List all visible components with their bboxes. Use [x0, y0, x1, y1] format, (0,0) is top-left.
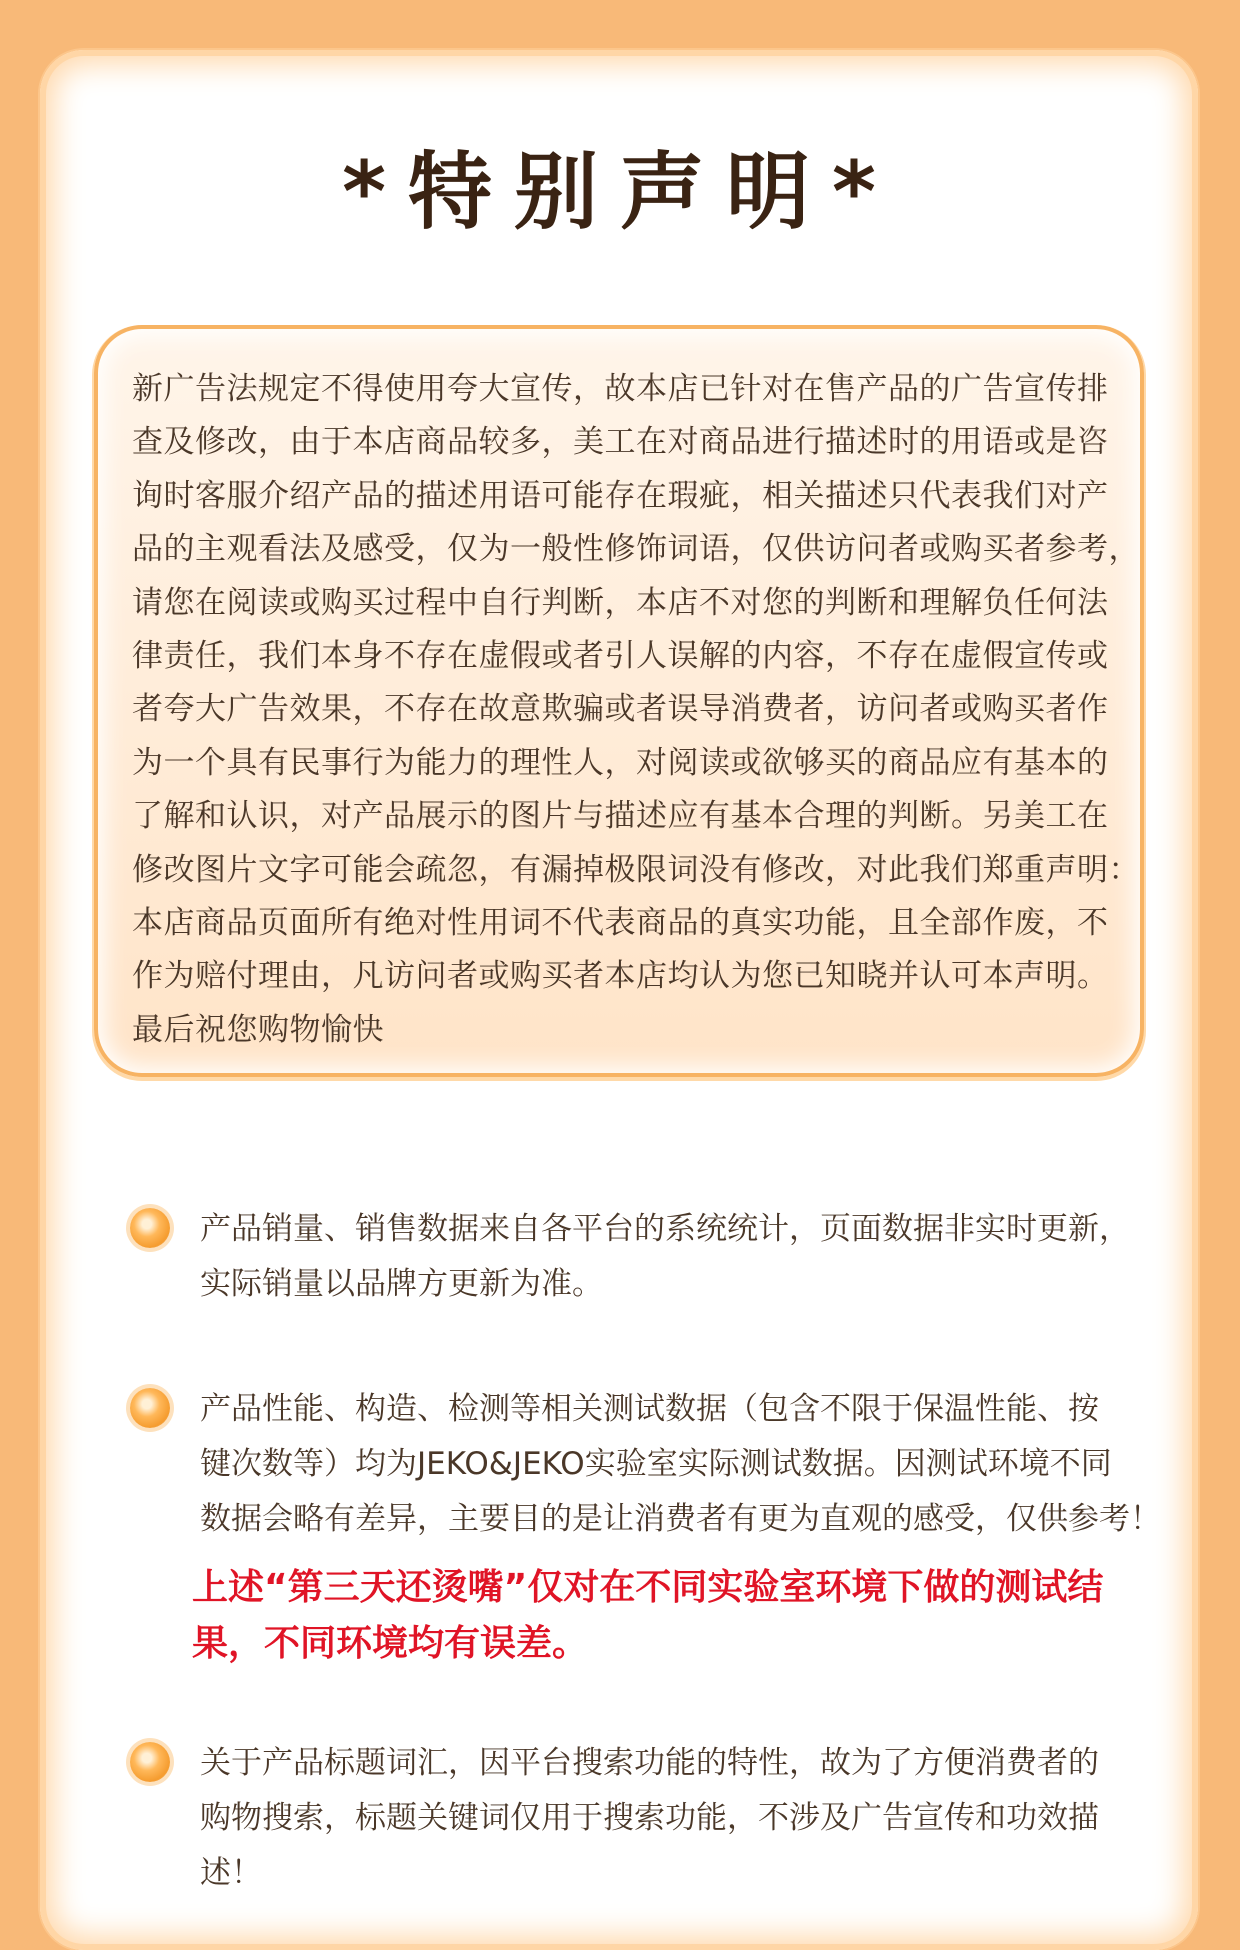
notice-line: 律责任，我们本身不存在虚假或者引人误解的内容，不存在虚假宣传或: [132, 638, 1109, 675]
orange-dot-icon: [130, 1388, 170, 1428]
bullet-line: 键次数等）均为JEKO&JEKO实验室实际测试数据。因测试环境不同: [200, 1446, 1112, 1482]
orange-dot-icon: [130, 1742, 170, 1782]
highlight-line: 上述“第三天还烫嘴”仅对在不同实验室环境下做的测试结: [192, 1567, 1104, 1608]
orange-dot-icon: [130, 1208, 170, 1248]
notice-line: 修改图片文字可能会疏忽，有漏掉极限词没有修改，对此我们郑重声明：: [132, 851, 1140, 888]
notice-line: 询时客服介绍产品的描述用语可能存在瑕疵，相关描述只代表我们对产: [132, 477, 1109, 514]
notice-line: 本店商品页面所有绝对性用词不代表商品的真实功能，且全部作废，不: [132, 905, 1109, 942]
bullet-line: 产品销量、销售数据来自各平台的系统统计，页面数据非实时更新，: [200, 1211, 1130, 1247]
bullet-line: 述！: [200, 1855, 262, 1891]
notice-line: 最后祝您购物愉快: [132, 1011, 384, 1048]
notice-line: 了解和认识，对产品展示的图片与描述应有基本合理的判断。另美工在: [132, 798, 1109, 835]
bullet-line: 产品性能、构造、检测等相关测试数据（包含不限于保温性能、按: [200, 1391, 1099, 1427]
bullet-line: 购物搜索，标题关键词仅用于搜索功能，不涉及广告宣传和功效描: [200, 1800, 1099, 1836]
notice-line: 品的主观看法及感受，仅为一般性修饰词语，仅供访问者或购买者参考，: [132, 531, 1140, 568]
bullet-line: 数据会略有差异，主要目的是让消费者有更为直观的感受，仅供参考！: [200, 1501, 1161, 1537]
page-title: *特别声明*: [342, 143, 898, 241]
notice-box: [94, 325, 1144, 1077]
notice-line: 作为赔付理由，凡访问者或购买者本店均认为您已知晓并认可本声明。: [132, 958, 1109, 995]
bullet-line: 实际销量以品牌方更新为准。: [200, 1266, 603, 1302]
notice-line: 者夸大广告效果，不存在故意欺骗或者误导消费者，访问者或购买者作: [132, 691, 1109, 728]
highlight-line: 果，不同环境均有误差。: [192, 1623, 589, 1664]
notice-line: 为一个具有民事行为能力的理性人，对阅读或欲够买的商品应有基本的: [132, 744, 1109, 781]
notice-line: 查及修改，由于本店商品较多，美工在对商品进行描述时的用语或是咨: [132, 424, 1109, 461]
bullet-line: 关于产品标题词汇，因平台搜索功能的特性，故为了方便消费者的: [200, 1745, 1099, 1781]
notice-line: 新广告法规定不得使用夸大宣传，故本店已针对在售产品的广告宣传排: [132, 371, 1109, 407]
notice-line: 请您在阅读或购买过程中自行判断，本店不对您的判断和理解负任何法: [132, 584, 1109, 621]
